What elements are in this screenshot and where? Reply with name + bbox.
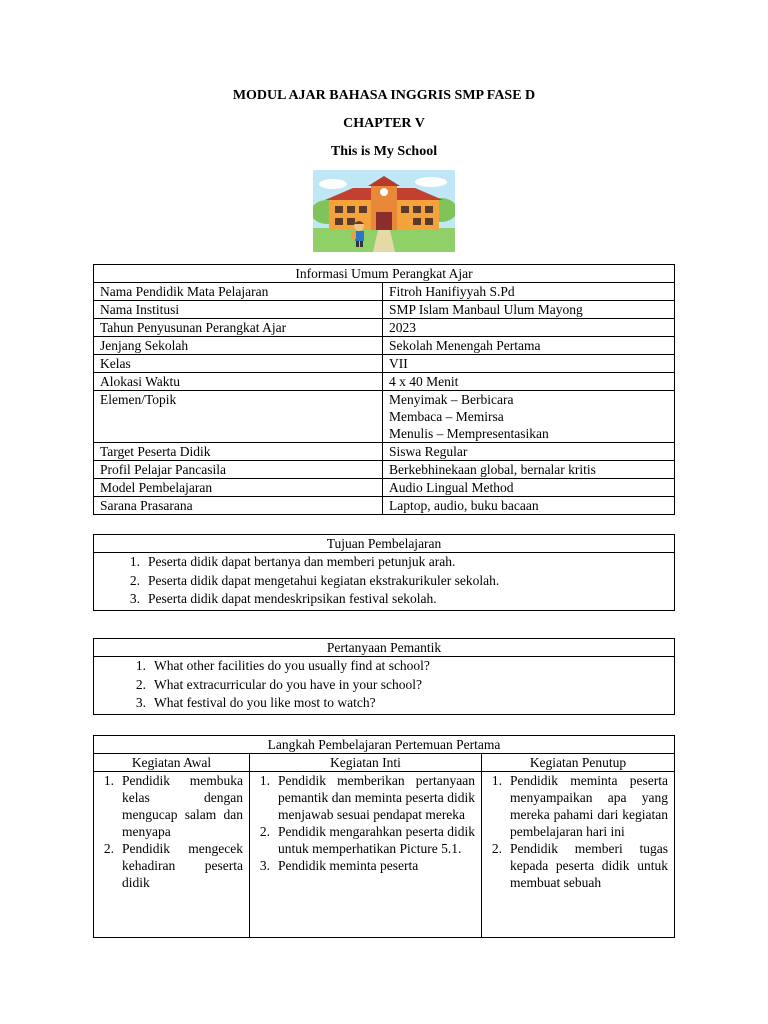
langkah-table bbox=[93, 735, 675, 938]
topic-line: Menulis – Mempresentasikan bbox=[389, 426, 549, 441]
pemantik-table bbox=[93, 638, 675, 715]
table-row: Nama Pendidik Mata Pelajaran Fitroh Hanifiyyah S.Pd bbox=[94, 283, 675, 301]
list-item: 1. What other facilities do you usually find at school? bbox=[135, 658, 430, 673]
school-illustration bbox=[313, 170, 455, 252]
list-item: 2. What extracurricular do you have in your school? bbox=[135, 676, 423, 692]
topic-line: Menyimak – Berbicara bbox=[389, 392, 514, 407]
table-row: Elemen/Topik Menyimak – Berbicara Membaca – Memirsa Menulis – Mempresentasikan bbox=[94, 391, 675, 443]
pemantik-header: Pertanyaan Pemantik bbox=[94, 639, 675, 657]
list-item: 2. Pendidik mengarahkan peserta didik untuk memperhatikan Picture 5.1. bbox=[259, 824, 475, 856]
list-item: 3. Peserta didik dapat mendeskripsikan festival sekolah. bbox=[129, 591, 437, 606]
list-item: 3. Pendidik meminta peserta bbox=[259, 858, 419, 873]
list-item: 1. Peserta didik dapat bertanya dan memberi petunjuk arah. bbox=[129, 554, 456, 569]
list-item: 1. Pendidik membuka kelas dengan mengucap salam dan menyapa bbox=[103, 773, 243, 839]
table-row: Nama Institusi SMP Islam Manbaul Ulum Mayong bbox=[94, 301, 675, 319]
table-row: Kelas VII bbox=[94, 355, 675, 373]
table-row: Tahun Penyusunan Perangkat Ajar 2023 bbox=[94, 319, 675, 337]
tujuan-table bbox=[93, 534, 675, 611]
topic-line: Membaca – Memirsa bbox=[389, 409, 504, 424]
chapter-subtitle: This is My School bbox=[330, 144, 438, 159]
langkah-header: Langkah Pembelajaran Pertemuan Pertama bbox=[94, 736, 675, 754]
list-item: 2. Peserta didik dapat mengetahui kegiatan ekstrakurikuler sekolah. bbox=[129, 572, 500, 588]
tujuan-header: Tujuan Pembelajaran bbox=[94, 535, 675, 553]
column-header-penutup: Kegiatan Penutup bbox=[482, 754, 675, 772]
table-row: Sarana Prasarana Laptop, audio, buku bacaan bbox=[94, 497, 675, 515]
chapter-title: CHAPTER V bbox=[343, 116, 425, 131]
table-row: Model Pembelajaran Audio Lingual Method bbox=[94, 479, 675, 497]
table-row: Alokasi Waktu 4 x 40 Menit bbox=[94, 373, 675, 391]
list-item: 3. What festival do you like most to watch? bbox=[135, 695, 376, 710]
list-item: 1. Pendidik memberikan pertanyaan pemantik dan meminta peserta didik menjawab sesuai pendapat mereka bbox=[259, 773, 475, 822]
table-row: Target Peserta Didik Siswa Regular bbox=[94, 443, 675, 461]
column-header-awal: Kegiatan Awal bbox=[94, 754, 250, 772]
column-header-inti: Kegiatan Inti bbox=[250, 754, 482, 772]
table-row: Profil Pelajar Pancasila Berkebhinekaan global, bernalar kritis bbox=[94, 461, 675, 479]
list-item: 1. Pendidik meminta peserta menyampaikan apa yang mereka pahami dari kegiatan pembelajaran hari ini bbox=[491, 773, 668, 839]
table-row: Jenjang Sekolah Sekolah Menengah Pertama bbox=[94, 337, 675, 355]
module-title: MODUL AJAR BAHASA INGGRIS SMP FASE D bbox=[232, 88, 536, 103]
info-header: Informasi Umum Perangkat Ajar bbox=[94, 265, 675, 283]
info-table bbox=[93, 264, 675, 515]
list-item: 2. Pendidik memberi tugas kepada peserta didik untuk membuat sebuah bbox=[491, 841, 668, 890]
list-item: 2. Pendidik mengecek kehadiran peserta didik bbox=[103, 841, 243, 890]
